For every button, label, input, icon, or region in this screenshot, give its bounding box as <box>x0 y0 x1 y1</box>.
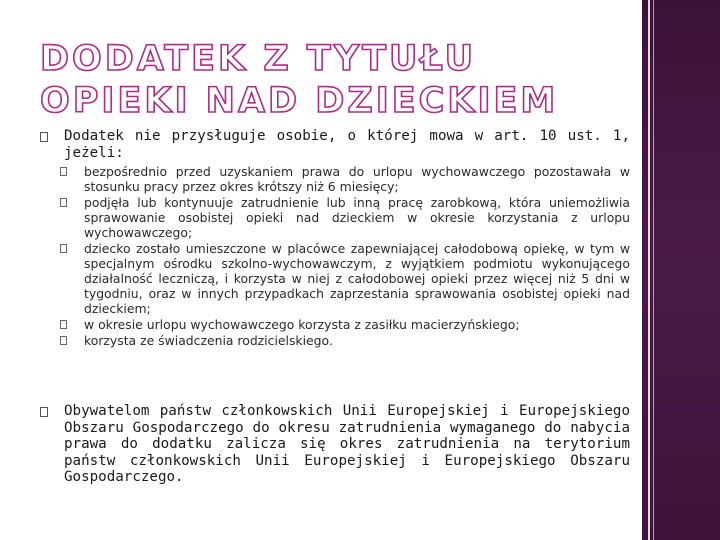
decorative-line <box>648 0 650 540</box>
bullet-box-icon <box>60 198 67 207</box>
sub-bullet-text: dziecko zostało umieszczone w placówce zapewniającej całodobową opiekę, w tym w specjalnym ośrodku szkolno-wychowawczym, z wyjątkiem podmiotu wykonującego działalność leczniczą, i korzysta w niej z całodobowej opieki przez więcej niż 5 dni w tygodniu, oraz w innych przypadkach zaprzestania sprawowania osobistej opieki nad dzieckiem; <box>84 241 630 316</box>
decorative-line <box>653 0 654 540</box>
bullet-text: Obywatelom państw członkowskich Unii Europejskiej i Europejskiego Obszaru Gospodarczego do okresu zatrudnienia wymaganego do nabycia prawa do dodatku zalicza się okres zatrudnienia na terytorium państw członkowskich Unii Europejskiej i Europejskiego Obszaru Gospodarczego. <box>64 403 630 485</box>
sub-bullet-item <box>60 333 630 348</box>
bullet-box-icon <box>60 336 67 345</box>
second-bullet-block <box>40 403 630 486</box>
bullet-item <box>40 128 630 161</box>
sub-bullet-list <box>60 164 630 348</box>
bullet-text: Dodatek nie przysługuje osobie, o której mowa w art. 10 ust. 1, jeżeli: <box>64 128 630 161</box>
bullet-box-icon <box>40 132 48 142</box>
bullet-box-icon <box>40 407 48 417</box>
slide-title: DODATEK Z TYTUŁU OPIEKI NAD DZIECKIEM <box>40 39 559 121</box>
sub-bullet-item <box>60 164 630 194</box>
first-bullet-block <box>40 128 630 349</box>
sub-bullet-text: w okresie urlopu wychowawczego korzysta z zasiłku macierzyńskiego; <box>84 317 520 332</box>
sub-bullet-item <box>60 241 630 316</box>
bullet-box-icon <box>60 320 67 329</box>
sub-bullet-item <box>60 317 630 332</box>
bullet-box-icon <box>60 244 67 253</box>
sub-bullet-text: podjęła lub kontynuuje zatrudnienie lub inną pracę zarobkową, która uniemożliwia sprawowanie osobistej opieki nad dzieckiem w okresie korzystania z urlopu wychowawczego; <box>84 195 630 240</box>
bullet-box-icon <box>60 167 67 176</box>
sub-bullet-item <box>60 195 630 240</box>
bullet-item <box>40 403 630 486</box>
sub-bullet-text: korzysta ze świadczenia rodzicielskiego. <box>84 333 333 348</box>
sub-bullet-text: bezpośrednio przed uzyskaniem prawa do urlopu wychowawczego pozostawała w stosunku pracy przez okres krótszy niż 6 miesięcy; <box>84 164 630 194</box>
